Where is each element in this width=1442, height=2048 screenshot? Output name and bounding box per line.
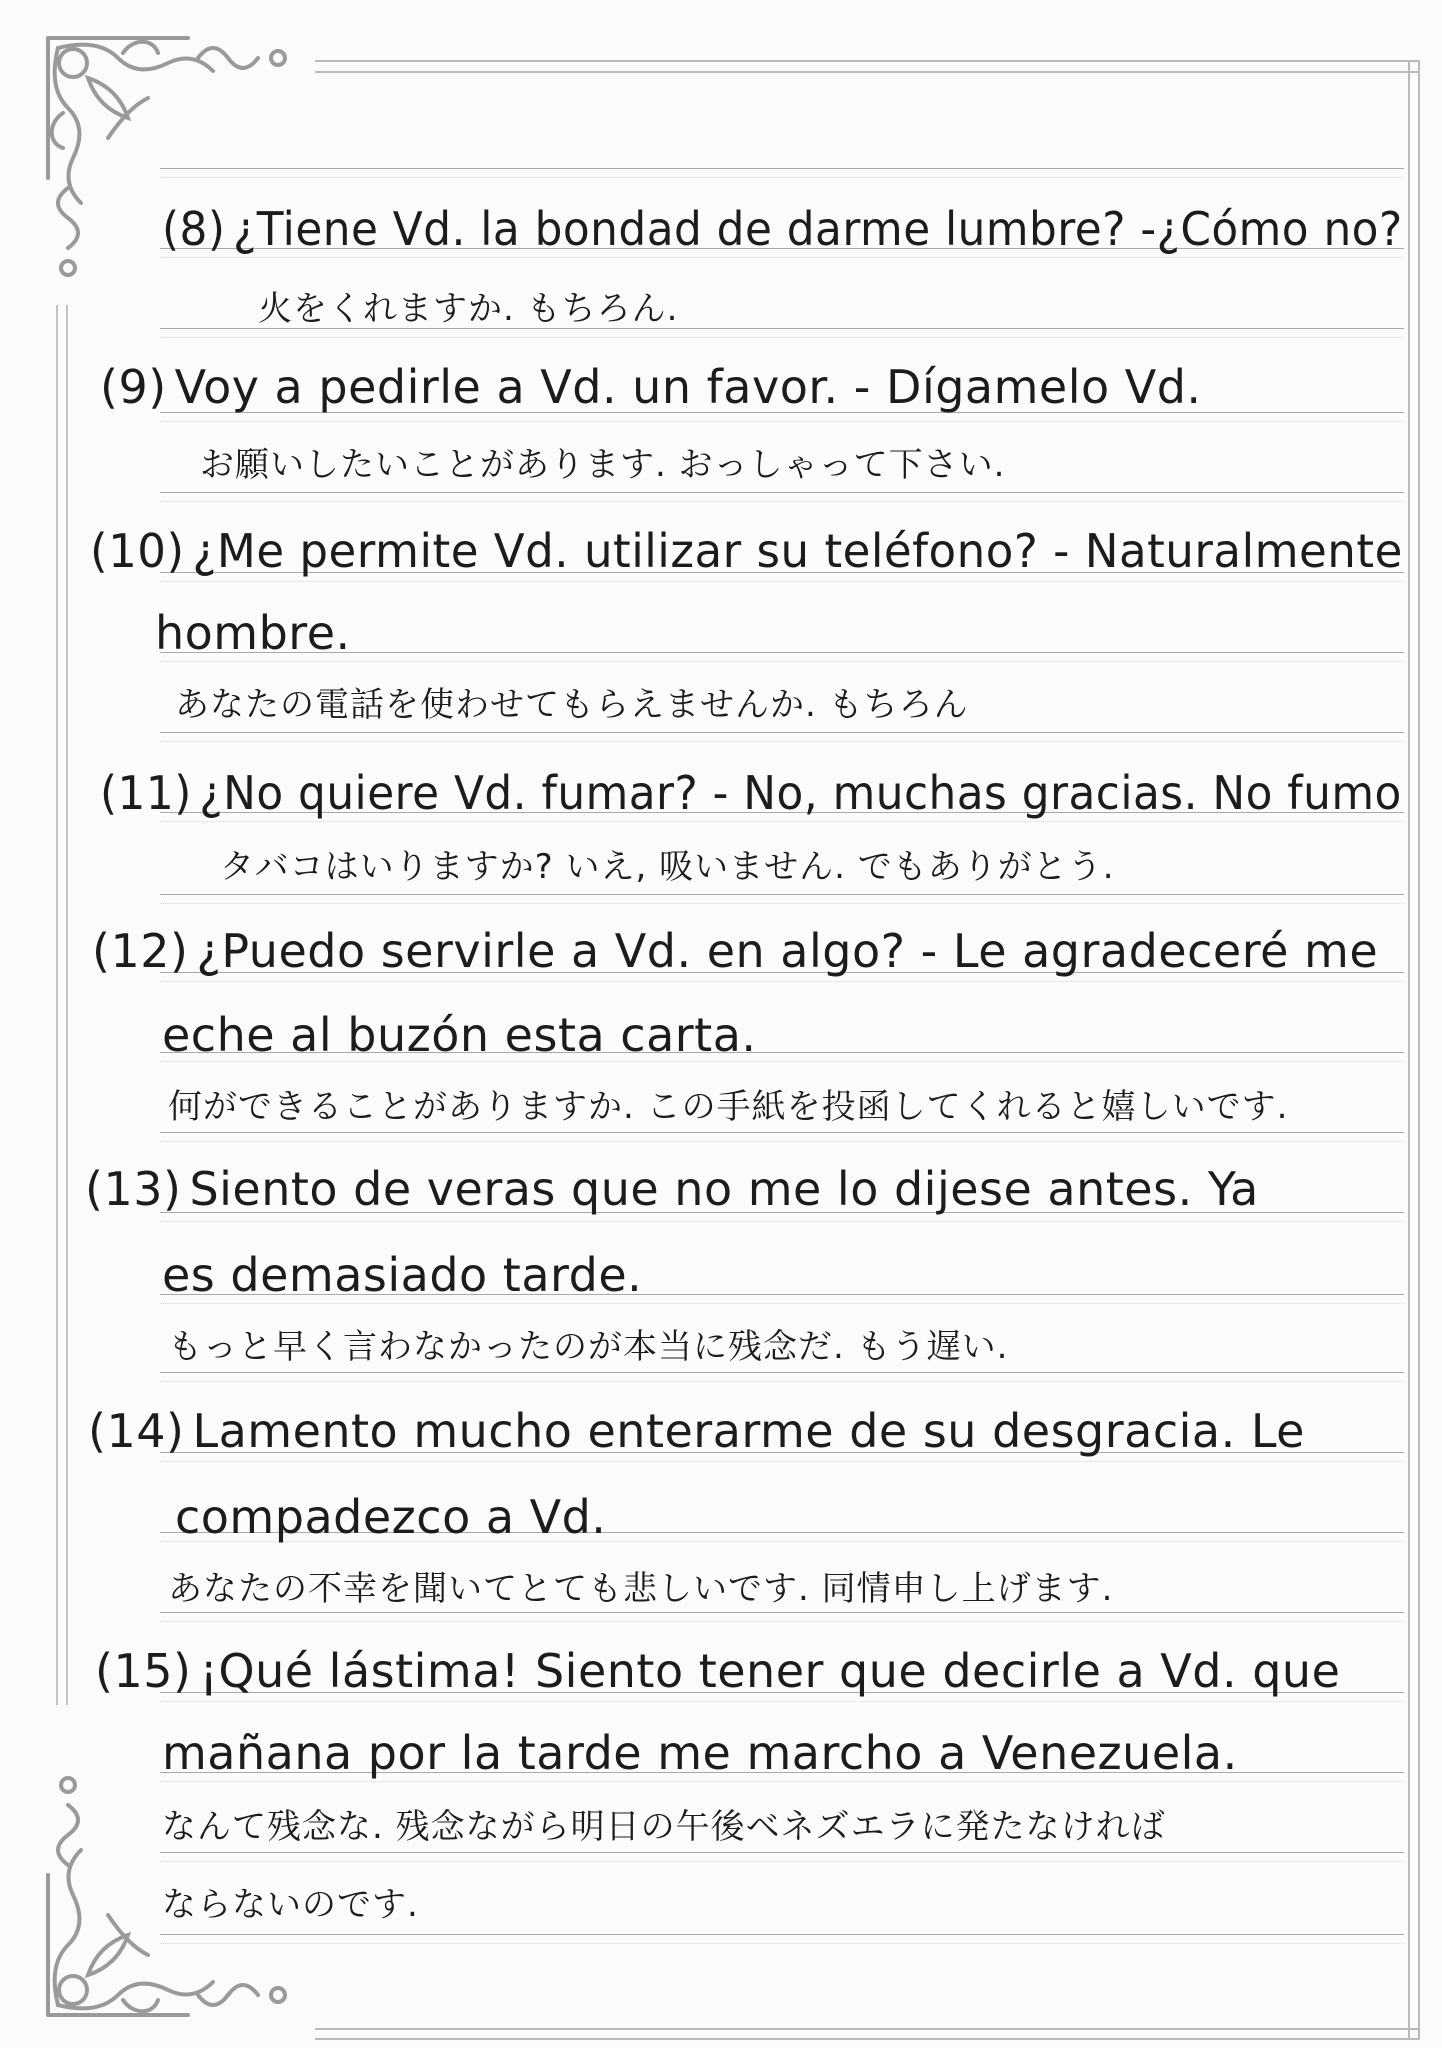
entry-11-japanese-line-1: タバコはいりますか? いえ, 吸いません. でもありがとう. [220,847,1115,887]
entry-10-number: (10) [90,524,185,578]
entry-11-number: (11) [100,766,192,820]
entry-8-japanese-line-1: 火をくれますか. もちろん. [258,289,679,329]
bottom-border-rule [315,2028,1420,2040]
entry-9-spanish-line-1: (9) Voy a pedirle a Vd. un favor. - Dígamelo Vd. [100,360,1202,414]
right-border-rule [1408,60,1420,2040]
entry-10-spanish-line-1: (10) ¿Me permite Vd. utilizar su teléfono? - Naturalmente [90,524,1403,578]
entry-9-japanese-line-1: お願いしたいことがあります. おっしゃって下さい. [200,445,1006,485]
entry-12-japanese-line-1: 何ができることがありますか. この手紙を投函してくれると嬉しいです. [168,1087,1289,1127]
entry-12-number: (12) [92,924,189,978]
entry-8-number: (8) [162,202,226,256]
entry-14-spanish-line-2: compadezco a Vd. [175,1490,607,1544]
top-border-rule [315,60,1420,73]
entry-13-number: (13) [85,1162,182,1216]
entry-15-number: (15) [95,1644,192,1698]
ruled-line [160,1612,1404,1613]
entry-8-spanish-line-1: (8) ¿Tiene Vd. la bondad de darme lumbre? -¿Cómo no? [162,202,1403,256]
entry-13-spanish-line-1: (13) Siento de veras que no me lo dijese antes. Ya [85,1162,1259,1216]
entry-13-spanish-line-2: es demasiado tarde. [162,1248,643,1302]
entry-13-japanese-line-1: もっと早く言わなかったのが本当に残念だ. もう遅い. [168,1327,1009,1367]
entry-15-japanese-line-1: なんて残念な. 残念ながら明日の午後ベネズエラに発たなければ [162,1807,1166,1847]
left-border-rule [56,305,68,1705]
entry-9-number: (9) [100,360,167,414]
entry-15-japanese-line-2: ならないのです. [162,1885,419,1925]
ruled-line [160,492,1404,493]
ruled-line [160,894,1404,895]
ruled-line [160,1372,1404,1373]
entry-11-spanish-line-1: (11) ¿No quiere Vd. fumar? - No, muchas gracias. No fumo [100,766,1402,820]
ruled-line [160,732,1404,733]
entry-15-spanish-line-2: mañana por la tarde me marcho a Venezuela. [162,1726,1238,1780]
entry-15-spanish-line-1: (15) ¡Qué lástima! Siento tener que decirle a Vd. que [95,1644,1341,1698]
ruled-line [160,1132,1404,1133]
ruled-line [160,168,1404,169]
entry-10-spanish-line-2: hombre. [155,606,351,660]
entry-12-spanish-line-1: (12) ¿Puedo servirle a Vd. en algo? - Le agradeceré me [92,924,1379,978]
entry-10-japanese-line-1: あなたの電話を使わせてもらえませんか. もちろん [175,685,969,725]
entry-12-spanish-line-2: eche al buzón esta carta. [162,1008,757,1062]
ruled-line [160,1934,1404,1935]
entry-14-japanese-line-1: あなたの不幸を聞いてとても悲しいです. 同情申し上げます. [168,1569,1114,1609]
entry-14-spanish-line-1: (14) Lamento mucho enterarme de su desgracia. Le [88,1404,1305,1458]
ruled-line [160,1852,1404,1853]
entry-14-number: (14) [88,1404,185,1458]
